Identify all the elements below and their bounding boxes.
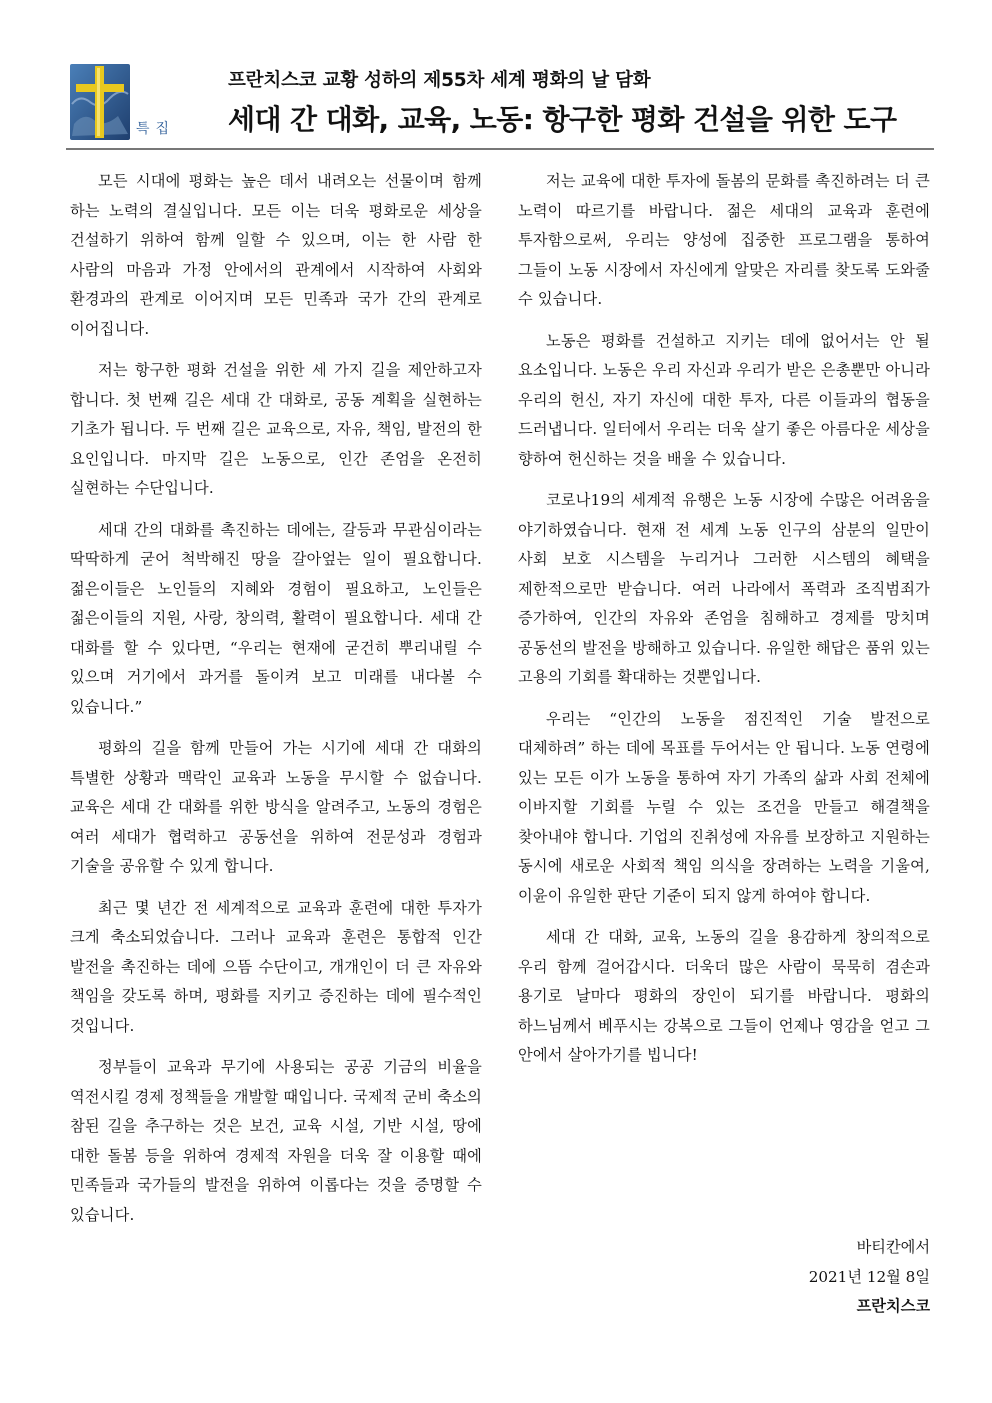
kicker-title: 프란치스코 교황 성하의 제55차 세계 평화의 날 담화 — [228, 70, 651, 91]
paragraph: 모든 시대에 평화는 높은 데서 내려오는 선물이며 함께 하는 노력의 결실입니다. 모든 이는 더욱 평화로운 세상을 건설하기 위하여 함께 일할 수 있으며, 이는 한 사람 한 사람의 마음과 가정 안에서의 관계에서 시작하여 사회와 환경과의 관계로 이어지며 모든 민족과 국가 간의 관계로 이어집니다. — [70, 172, 482, 338]
paragraph: 저는 항구한 평화 건설을 위한 세 가지 길을 제안하고자 합니다. 첫 번째 길은 세대 간 대화로, 공동 계획을 실현하는 기초가 됩니다. 두 번째 길은 교육으로, 자유, 책임, 발전의 한 요인입니다. 마지막 길은 노동으로, 인간 존엄을 온전히 실현하는 수단입니다. — [70, 361, 482, 497]
signoff-place: 바티칸에서 — [856, 1238, 930, 1256]
header-divider — [66, 148, 934, 150]
signoff-date: 2021년 12월 8일 — [808, 1267, 930, 1286]
paragraph: 평화의 길을 함께 만들어 가는 시기에 세대 간 대화의 특별한 상황과 맥락인 교육과 노동을 무시할 수 없습니다. 교육은 세대 간 대화를 위한 방식을 알려주고, 노동의 경험은 여러 세대가 협력하고 공동선을 위하여 전문성과 경험과 기술을 공유할 수 있게 합니다. — [70, 739, 482, 875]
paragraph: 코로나19의 세계적 유행은 노동 시장에 수많은 어려움을 야기하였습니다. 현재 전 세계 노동 인구의 삼분의 일만이 사회 보호 시스템을 누리거나 그러한 시스템의 혜택을 제한적으로만 받습니다. 여러 나라에서 폭력과 조직범죄가 증가하여, 인간의 자유와 존엄을 침해하고 경제를 망치며 공동선의 발전을 방해하고 있습니다. 유일한 해답은 품위 있는 고용의 기회를 확대하는 것뿐입니다. — [518, 491, 930, 686]
paragraph: 최근 몇 년간 전 세계적으로 교육과 훈련에 대한 투자가 크게 축소되었습니다. 그러나 교육과 훈련은 통합적 인간 발전을 촉진하는 데에 으뜸 수단이고, 개개인이 더 큰 자유와 책임을 갖도록 하며, 평화를 지키고 증진하는 데에 필수적인 것입니다. — [70, 898, 482, 1035]
right-column — [518, 167, 930, 1083]
paragraph: 세대 간 대화, 교육, 노동의 길을 용감하게 창의적으로 우리 함께 걸어갑시다. 더욱더 많은 사람이 묵묵히 겸손과 용기로 날마다 평화의 장인이 되기를 바랍니다. 평화의 하느님께서 베푸시는 강복으로 그들이 언제나 영감을 얻고 그 안에서 살아가기를 빕니다! — [518, 928, 930, 1064]
paragraph: 저는 교육에 대한 투자에 돌봄의 문화를 촉진하려는 더 큰 노력이 따르기를 바랍니다. 젊은 세대의 교육과 훈련에 투자함으로써, 우리는 양성에 집중한 프로그램을 통하여 그들이 노동 시장에서 자신에게 알맞은 자리를 찾도록 도와줄 수 있습니다. — [518, 172, 930, 308]
page-title: 세대 간 대화, 교육, 노동: 항구한 평화 건설을 위한 도구 — [228, 103, 897, 136]
paragraph: 노동은 평화를 건설하고 지키는 데에 없어서는 안 될 요소입니다. 노동은 우리 자신과 우리가 받은 은총뿐만 아니라 우리의 헌신, 자기 자신에 대한 투자, 다른 이들과의 협동을 드러냅니다. 일터에서 우리는 더욱 살기 좋은 아름다운 세상을 향하여 헌신하는 것을 배울 수 있습니다. — [518, 331, 930, 468]
signoff — [809, 1233, 930, 1322]
paragraph: 우리는 “인간의 노동을 점진적인 기술 발전으로 대체하려” 하는 데에 목표를 두어서는 안 됩니다. 노동 연령에 있는 모든 이가 노동을 통하여 자기 가족의 삶과 사회 전체에 이바지할 기회를 누릴 수 있는 조건을 만들고 해결책을 찾아내야 합니다. 기업의 진취성에 자유를 보장하고 지원하는 동시에 새로운 사회적 책임 의식을 장려하는 노력을 기울여, 이윤이 유일한 판단 기준이 되지 않게 하여야 합니다. — [518, 709, 930, 905]
cross-logo-icon — [70, 64, 130, 140]
paragraph: 세대 간의 대화를 촉진하는 데에는, 갈등과 무관심이라는 딱딱하게 굳어 척박해진 땅을 갈아엎는 일이 필요합니다. 젊은이들은 노인들의 지혜와 경험이 필요하고, 노인들은 젊은이들의 지원, 사랑, 창의력, 활력이 필요합니다. 세대 간 대화를 할 수 있다면, “우리는 현재에 굳건히 뿌리내릴 수 있으며 거기에서 과거를 돌이켜 보고 미래를 내다볼 수 있습니다.” — [70, 520, 482, 716]
left-column — [70, 167, 482, 1242]
logo-label: 특집 — [136, 121, 176, 137]
signoff-name: 프란치스코 — [856, 1297, 930, 1315]
paragraph: 정부들이 교육과 무기에 사용되는 공공 기금의 비율을 역전시킬 경제 정책들을 개발할 때입니다. 국제적 군비 축소의 참된 길을 추구하는 것은 보건, 교육 시설, 기반 시설, 땅에 대한 돌봄 등을 위하여 경제적 자원을 더욱 잘 이용할 때에 민족들과 국가들의 발전을 위하여 이롭다는 것을 증명할 수 있습니다. — [70, 1058, 482, 1224]
feature-logo — [70, 64, 182, 140]
